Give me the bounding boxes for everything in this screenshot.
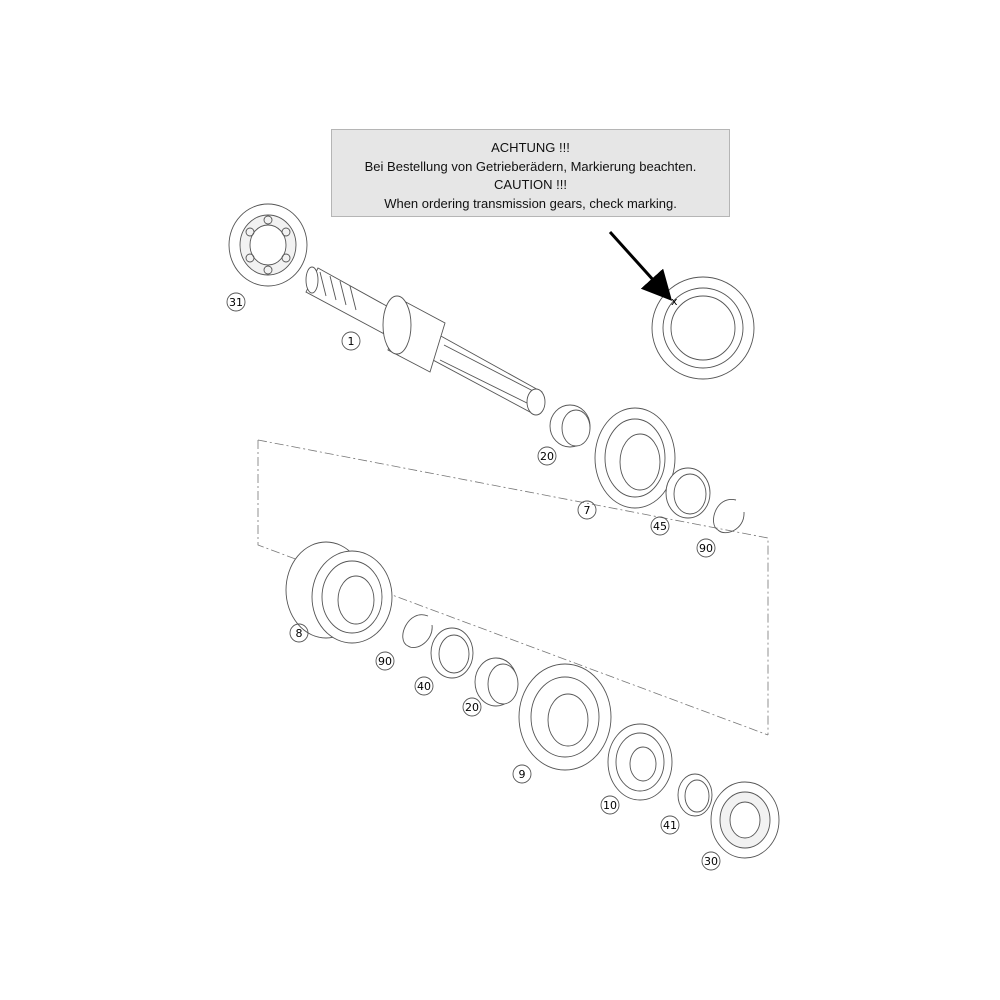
bearing-30 bbox=[711, 782, 779, 858]
bushing-20-upper bbox=[550, 405, 590, 447]
callout-9 bbox=[513, 765, 531, 783]
callout-90-upper bbox=[697, 539, 715, 557]
svg-text:8: 8 bbox=[295, 627, 303, 640]
notice-line-4: When ordering transmission gears, check marking. bbox=[384, 195, 677, 211]
callout-10 bbox=[601, 796, 619, 814]
callout-20-upper bbox=[538, 447, 556, 465]
svg-text:30: 30 bbox=[704, 855, 718, 868]
callout-20-lower bbox=[463, 698, 481, 716]
gear-7 bbox=[595, 408, 675, 508]
circlip-90-upper bbox=[714, 499, 745, 532]
gear-9 bbox=[519, 664, 611, 770]
svg-text:9: 9 bbox=[518, 768, 526, 781]
callout-31 bbox=[227, 293, 245, 311]
callout-1 bbox=[342, 332, 360, 350]
callout-40 bbox=[415, 677, 433, 695]
callout-7 bbox=[578, 501, 596, 519]
marking-arrow bbox=[610, 232, 664, 292]
svg-text:31: 31 bbox=[229, 296, 243, 309]
callout-41 bbox=[661, 816, 679, 834]
notice-line-3: CAUTION !!! bbox=[494, 177, 567, 192]
svg-text:10: 10 bbox=[603, 799, 617, 812]
marked-gear bbox=[652, 277, 754, 379]
svg-text:40: 40 bbox=[417, 680, 431, 693]
svg-text:7: 7 bbox=[583, 504, 591, 517]
notice-line-1: ACHTUNG !!! bbox=[491, 140, 570, 155]
notice-line-2: Bei Bestellung von Getrieberädern, Markierung beachten. bbox=[364, 158, 697, 174]
svg-text:1: 1 bbox=[347, 335, 355, 348]
bearing-31 bbox=[229, 204, 307, 286]
svg-text:45: 45 bbox=[653, 520, 667, 533]
washer-45 bbox=[666, 468, 710, 518]
gear-10 bbox=[608, 724, 672, 800]
bushing-20-lower bbox=[475, 658, 518, 706]
svg-text:90: 90 bbox=[378, 655, 392, 668]
svg-text:90: 90 bbox=[699, 542, 713, 555]
svg-text:20: 20 bbox=[465, 701, 479, 714]
callout-8 bbox=[290, 624, 308, 642]
callout-90-lower bbox=[376, 652, 394, 670]
gear-marking-x: x bbox=[671, 295, 678, 308]
callout-45 bbox=[651, 517, 669, 535]
svg-text:41: 41 bbox=[663, 819, 677, 832]
svg-text:20: 20 bbox=[540, 450, 554, 463]
callout-30 bbox=[702, 852, 720, 870]
circlip-90-lower bbox=[403, 615, 432, 648]
